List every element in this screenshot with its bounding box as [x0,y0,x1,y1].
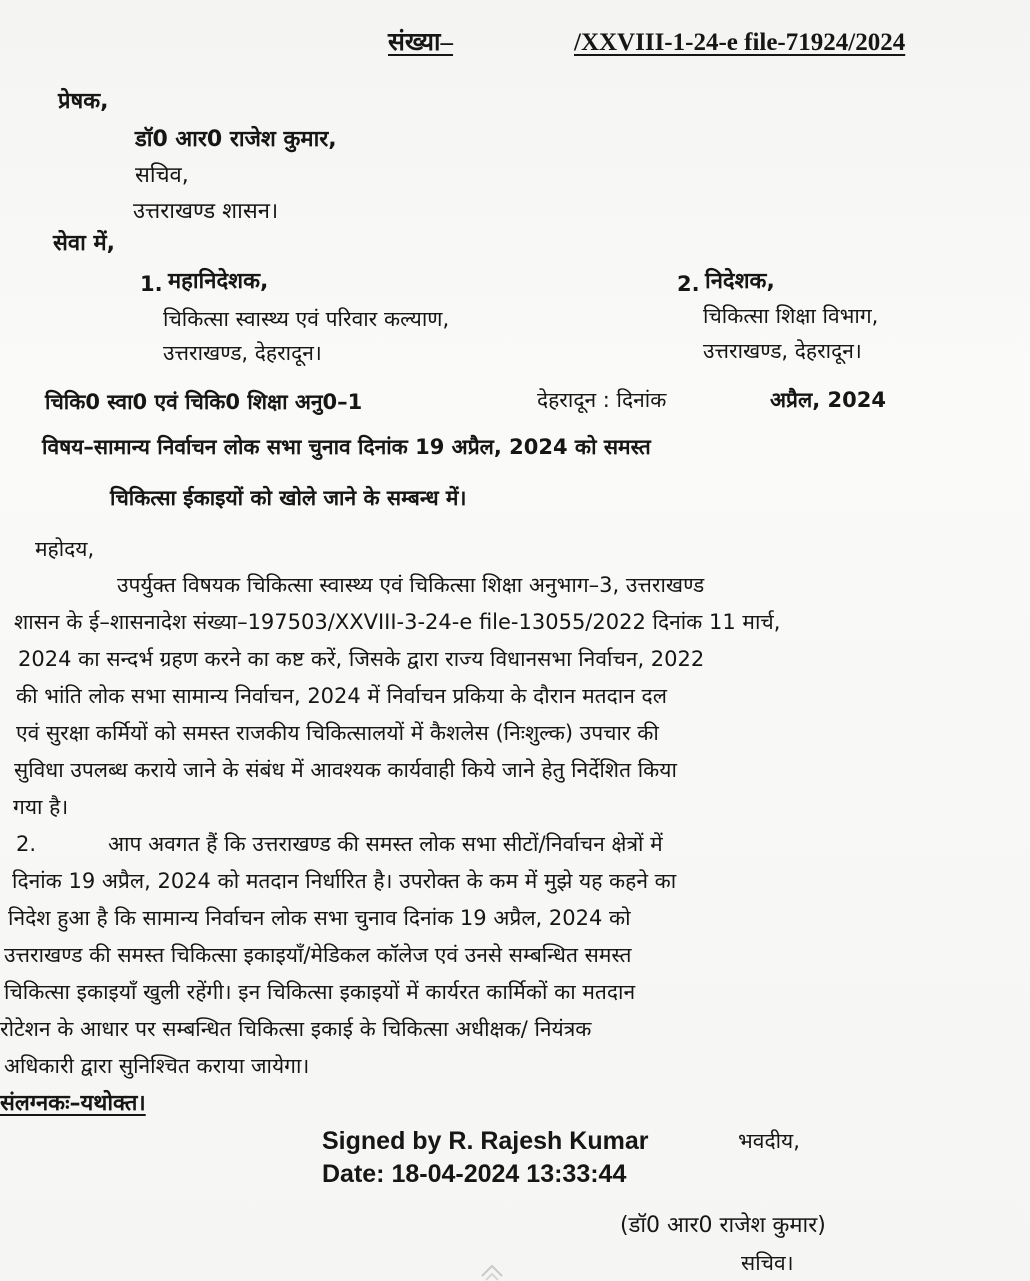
para1-line: उपर्युक्त विषयक चिकित्सा स्वास्थ्य एवं चिकित्सा शिक्षा अनुभाग–3, उत्तराखण्ड [117,573,705,597]
sender-label: प्रेषक, [58,89,109,114]
enclosure-label: संलग्नकः–यथोक्त। [0,1091,146,1116]
para1-line: एवं सुरक्षा कर्मियों को समस्त राजकीय चिकित्सालयों में कैशलेस (निःशुल्क) उपचार की [16,721,659,745]
para1-line: शासन के ई–शासनादेश संख्या–197503/XXVIII-3-24-e file-13055/2022 दिनांक 11 मार्च, [14,610,781,634]
para2-number: 2. [16,832,37,856]
subject-line1: विषय–सामान्य निर्वाचन लोक सभा चुनाव दिनांक 19 अप्रैल, 2024 को समस्त [42,435,651,459]
file-number: /XXVIII-1-24-e file-71924/2024 [574,29,906,56]
para2-line: रोटेशन के आधार पर सम्बन्धित चिकित्सा इकाई के चिकित्सा अधीक्षक/ नियंत्रक [0,1017,592,1041]
bhavdiya: भवदीय, [738,1129,800,1153]
signed-by: Signed by R. Rajesh Kumar [322,1127,649,1155]
recipient-1-line2: उत्तराखण्ड, देहरादून। [163,341,322,365]
section-anubhag: चिकि0 स्वा0 एवं चिकि0 शिक्षा अनु0–1 [45,390,363,414]
sender-name: डॉ0 आर0 राजेश कुमार, [135,127,337,152]
place-date-label: देहरादून : दिनांक [537,388,667,412]
recipients-label: सेवा में, [53,231,115,256]
recipient-1-title: महानिदेशक, [168,269,269,294]
para1-line: की भांति लोक सभा सामान्य निर्वाचन, 2024 में निर्वाचन प्रकिया के दौरान मतदान दल [16,684,667,708]
para2-line: उत्तराखण्ड की समस्त चिकित्सा इकाइयाँ/मेडिकल कॉलेज एवं उनसे सम्बन्धित समस्त [4,943,632,967]
signature-date: Date: 18-04-2024 13:33:44 [322,1160,627,1188]
para2-line: दिनांक 19 अप्रैल, 2024 को मतदान निर्धारित है। उपरोक्त के कम में मुझे यह कहने का [12,869,677,893]
recipient-2-number: 2. [677,272,700,296]
salutation: महोदय, [35,537,95,561]
recipient-2-line1: चिकित्सा शिक्षा विभाग, [703,304,879,328]
para1-line: सुविधा उपलब्ध कराये जाने के संबंध में आवश्यक कार्यवाही किये जाने हेतु निर्देशित किया [14,758,677,782]
sender-designation: सचिव, [135,163,189,188]
para2-line: चिकित्सा इकाइयाँ खुली रहेंगी। इन चिकित्सा इकाइयों में कार्यरत कार्मिकों का मतदान [4,980,636,1004]
file-number-label: संख्या– [388,29,454,56]
sender-org: उत्तराखण्ड शासन। [133,199,279,224]
recipient-2-title: निदेशक, [705,269,775,294]
para1-line: गया है। [13,795,69,819]
recipient-1-number: 1. [140,272,163,296]
para1-line: 2024 का सन्दर्भ ग्रहण करने का कष्ट करें, जिसके द्वारा राज्य विधानसभा निर्वाचन, 2022 [18,647,705,671]
para2-line: अधिकारी द्वारा सुनिश्चित कराया जायेगा। [4,1054,310,1078]
recipient-2-line2: उत्तराखण्ड, देहरादून। [703,339,862,363]
subject-line2: चिकित्सा ईकाइयों को खोले जाने के सम्बन्ध में। [110,486,467,510]
recipient-1-line1: चिकित्सा स्वास्थ्य एवं परिवार कल्याण, [163,307,450,331]
para2-line: आप अवगत हैं कि उत्तराखण्ड की समस्त लोक सभा सीटों/निर्वाचन क्षेत्रों में [108,832,663,856]
chevron-up-icon [478,1258,506,1281]
signatory-designation: सचिव। [741,1251,794,1275]
signatory-name: (डॉ0 आर0 राजेश कुमार) [620,1213,826,1238]
para2-line: निदेश हुआ है कि सामान्य निर्वाचन लोक सभा चुनाव दिनांक 19 अप्रैल, 2024 को [8,906,631,930]
letter-date: अप्रैल, 2024 [770,388,886,412]
